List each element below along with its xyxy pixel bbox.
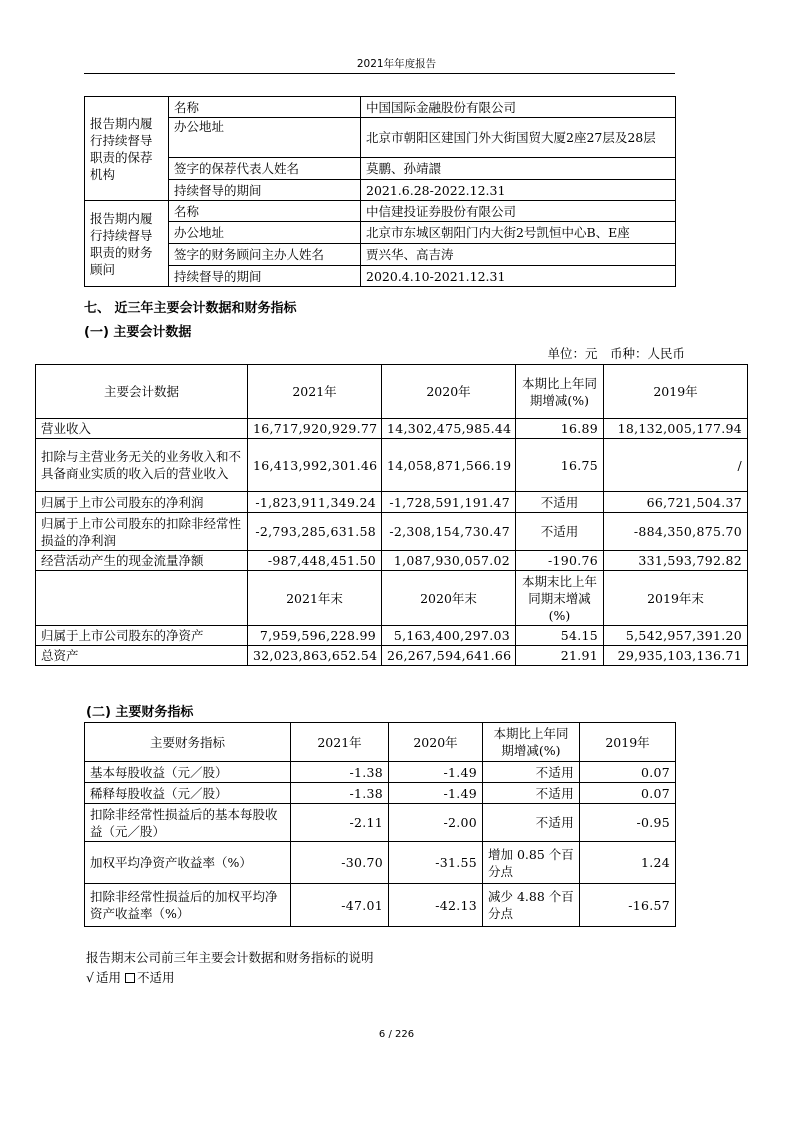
row-label: 扣除非经常性损益后的基本每股收益（元／股） xyxy=(85,804,291,842)
sponsor-key: 签字的保荐代表人姓名 xyxy=(169,158,361,180)
cell-value: 16.75 xyxy=(516,439,604,492)
table-row xyxy=(85,884,676,927)
advisor-value: 贾兴华、高吉涛 xyxy=(361,244,676,266)
cell-value: 29,935,103,136.71 xyxy=(604,646,748,666)
advisor-value: 北京市东城区朝阳门内大街2号凯恒中心B、E座 xyxy=(361,222,676,244)
cell-value: -1.49 xyxy=(389,762,483,783)
table-row xyxy=(36,492,748,513)
column-header: 2021年 xyxy=(291,723,389,762)
cell-value: 16,717,920,929.77 xyxy=(248,419,382,439)
column-header: 主要财务指标 xyxy=(85,723,291,762)
column-header: 主要会计数据 xyxy=(36,365,248,419)
column-header: 2019年 xyxy=(604,365,748,419)
cell-value: -987,448,451.50 xyxy=(248,551,382,571)
table-row xyxy=(85,842,676,884)
sponsor-value: 北京市朝阳区建国门外大街国贸大厦2座27层及28层 xyxy=(361,118,676,158)
table-row xyxy=(36,646,748,666)
table-row xyxy=(85,762,676,783)
column-header: 本期比上年同期增减(%) xyxy=(516,365,604,419)
sponsor-value: 莫鹏、孙靖譞 xyxy=(361,158,676,180)
not-applicable-label: 不适用 xyxy=(137,970,175,985)
row-label: 扣除与主营业务无关的业务收入和不具备商业实质的收入后的营业收入 xyxy=(36,439,248,492)
cell-value: 14,302,475,985.44 xyxy=(382,419,516,439)
cell-value: -47.01 xyxy=(291,884,389,927)
cell-value: -16.57 xyxy=(580,884,676,927)
sponsor-value: 2021.6.28-2022.12.31 xyxy=(361,180,676,201)
cell-value: -2,308,154,730.47 xyxy=(382,513,516,551)
cell-value: -2,793,285,631.58 xyxy=(248,513,382,551)
cell-value: -2.00 xyxy=(389,804,483,842)
table-header-row xyxy=(36,365,748,419)
section-title: 七、 近三年主要会计数据和财务指标 xyxy=(84,301,297,316)
cell-value: 66,721,504.37 xyxy=(604,492,748,513)
cell-value: 21.91 xyxy=(516,646,604,666)
subsection-title-indicators: (二) 主要财务指标 xyxy=(86,705,194,720)
cell-value: -2.11 xyxy=(291,804,389,842)
header-divider xyxy=(84,73,675,74)
sponsor-table xyxy=(84,96,676,287)
column-header xyxy=(36,571,248,626)
explanation-note: 报告期末公司前三年主要会计数据和财务指标的说明 xyxy=(86,950,374,965)
table-row xyxy=(36,439,748,492)
cell-value: 减少 4.88 个百分点 xyxy=(483,884,580,927)
cell-value: 0.07 xyxy=(580,783,676,804)
cell-value: -1.49 xyxy=(389,783,483,804)
cell-value: 14,058,871,566.19 xyxy=(382,439,516,492)
cell-value: -1.38 xyxy=(291,762,389,783)
cell-value: 不适用 xyxy=(483,783,580,804)
cell-value: / xyxy=(604,439,748,492)
sponsor-group-label: 报告期内履行持续督导职责的保荐机构 xyxy=(85,97,169,201)
cell-value: -1.38 xyxy=(291,783,389,804)
column-header: 本期末比上年同期末增减(%) xyxy=(516,571,604,626)
cell-value: 不适用 xyxy=(483,762,580,783)
column-header: 2019年末 xyxy=(604,571,748,626)
page-number: 6 / 226 xyxy=(378,1029,415,1040)
advisor-key: 签字的财务顾问主办人姓名 xyxy=(169,244,361,266)
sponsor-value: 中国国际金融股份有限公司 xyxy=(361,97,676,118)
cell-value: -42.13 xyxy=(389,884,483,927)
subsection-title-accounting: (一) 主要会计数据 xyxy=(84,325,192,340)
row-label: 总资产 xyxy=(36,646,248,666)
unit-note: 单位：元 币种：人民币 xyxy=(547,346,685,361)
column-header: 2019年 xyxy=(580,723,676,762)
applicability-options xyxy=(86,968,175,986)
row-label: 基本每股收益（元／股） xyxy=(85,762,291,783)
advisor-value: 2020.4.10-2021.12.31 xyxy=(361,266,676,287)
table-subheader-row xyxy=(36,571,748,626)
cell-value: 32,023,863,652.54 xyxy=(248,646,382,666)
applicable-label: 适用 xyxy=(96,970,122,985)
cell-value: -1,728,591,191.47 xyxy=(382,492,516,513)
cell-value: 5,542,957,391.20 xyxy=(604,626,748,646)
cell-value: 16.89 xyxy=(516,419,604,439)
cell-value: -190.76 xyxy=(516,551,604,571)
advisor-group-label: 报告期内履行持续督导职责的财务顾问 xyxy=(85,201,169,287)
page-header: 2021年年度报告 xyxy=(356,58,437,70)
cell-value: 不适用 xyxy=(483,804,580,842)
row-label: 稀释每股收益（元／股） xyxy=(85,783,291,804)
cell-value: -31.55 xyxy=(389,842,483,884)
column-header: 2021年末 xyxy=(248,571,382,626)
row-label: 归属于上市公司股东的净利润 xyxy=(36,492,248,513)
cell-value: 26,267,594,641.66 xyxy=(382,646,516,666)
row-label: 加权平均净资产收益率（%） xyxy=(85,842,291,884)
column-header: 本期比上年同期增减(%) xyxy=(483,723,580,762)
cell-value: 不适用 xyxy=(516,492,604,513)
cell-value: 增加 0.85 个百分点 xyxy=(483,842,580,884)
check-icon[interactable]: √ xyxy=(86,970,94,985)
column-header: 2020年末 xyxy=(382,571,516,626)
cell-value: 7,959,596,228.99 xyxy=(248,626,382,646)
row-label: 扣除非经常性损益后的加权平均净资产收益率（%） xyxy=(85,884,291,927)
unchecked-box-icon[interactable] xyxy=(125,973,135,983)
sponsor-key: 办公地址 xyxy=(169,118,361,158)
cell-value: 5,163,400,297.03 xyxy=(382,626,516,646)
column-header: 2020年 xyxy=(389,723,483,762)
row-label: 经营活动产生的现金流量净额 xyxy=(36,551,248,571)
cell-value: -30.70 xyxy=(291,842,389,884)
cell-value: 0.07 xyxy=(580,762,676,783)
table-row xyxy=(85,783,676,804)
cell-value: 54.15 xyxy=(516,626,604,646)
row-label: 归属于上市公司股东的扣除非经常性损益的净利润 xyxy=(36,513,248,551)
cell-value: 1.24 xyxy=(580,842,676,884)
row-label: 营业收入 xyxy=(36,419,248,439)
advisor-key: 持续督导的期间 xyxy=(169,266,361,287)
advisor-key: 办公地址 xyxy=(169,222,361,244)
table-header-row xyxy=(85,723,676,762)
advisor-value: 中信建投证券股份有限公司 xyxy=(361,201,676,222)
sponsor-key: 持续督导的期间 xyxy=(169,180,361,201)
financial-indicators-table xyxy=(84,722,676,927)
accounting-data-table xyxy=(35,364,748,666)
cell-value: -884,350,875.70 xyxy=(604,513,748,551)
table-row xyxy=(36,626,748,646)
table-row xyxy=(36,551,748,571)
row-label: 归属于上市公司股东的净资产 xyxy=(36,626,248,646)
column-header: 2020年 xyxy=(382,365,516,419)
table-row xyxy=(36,513,748,551)
cell-value: 331,593,792.82 xyxy=(604,551,748,571)
table-row xyxy=(85,804,676,842)
table-row xyxy=(36,419,748,439)
sponsor-key: 名称 xyxy=(169,97,361,118)
cell-value: 18,132,005,177.94 xyxy=(604,419,748,439)
cell-value: 不适用 xyxy=(516,513,604,551)
cell-value: -0.95 xyxy=(580,804,676,842)
cell-value: -1,823,911,349.24 xyxy=(248,492,382,513)
cell-value: 16,413,992,301.46 xyxy=(248,439,382,492)
cell-value: 1,087,930,057.02 xyxy=(382,551,516,571)
column-header: 2021年 xyxy=(248,365,382,419)
advisor-key: 名称 xyxy=(169,201,361,222)
